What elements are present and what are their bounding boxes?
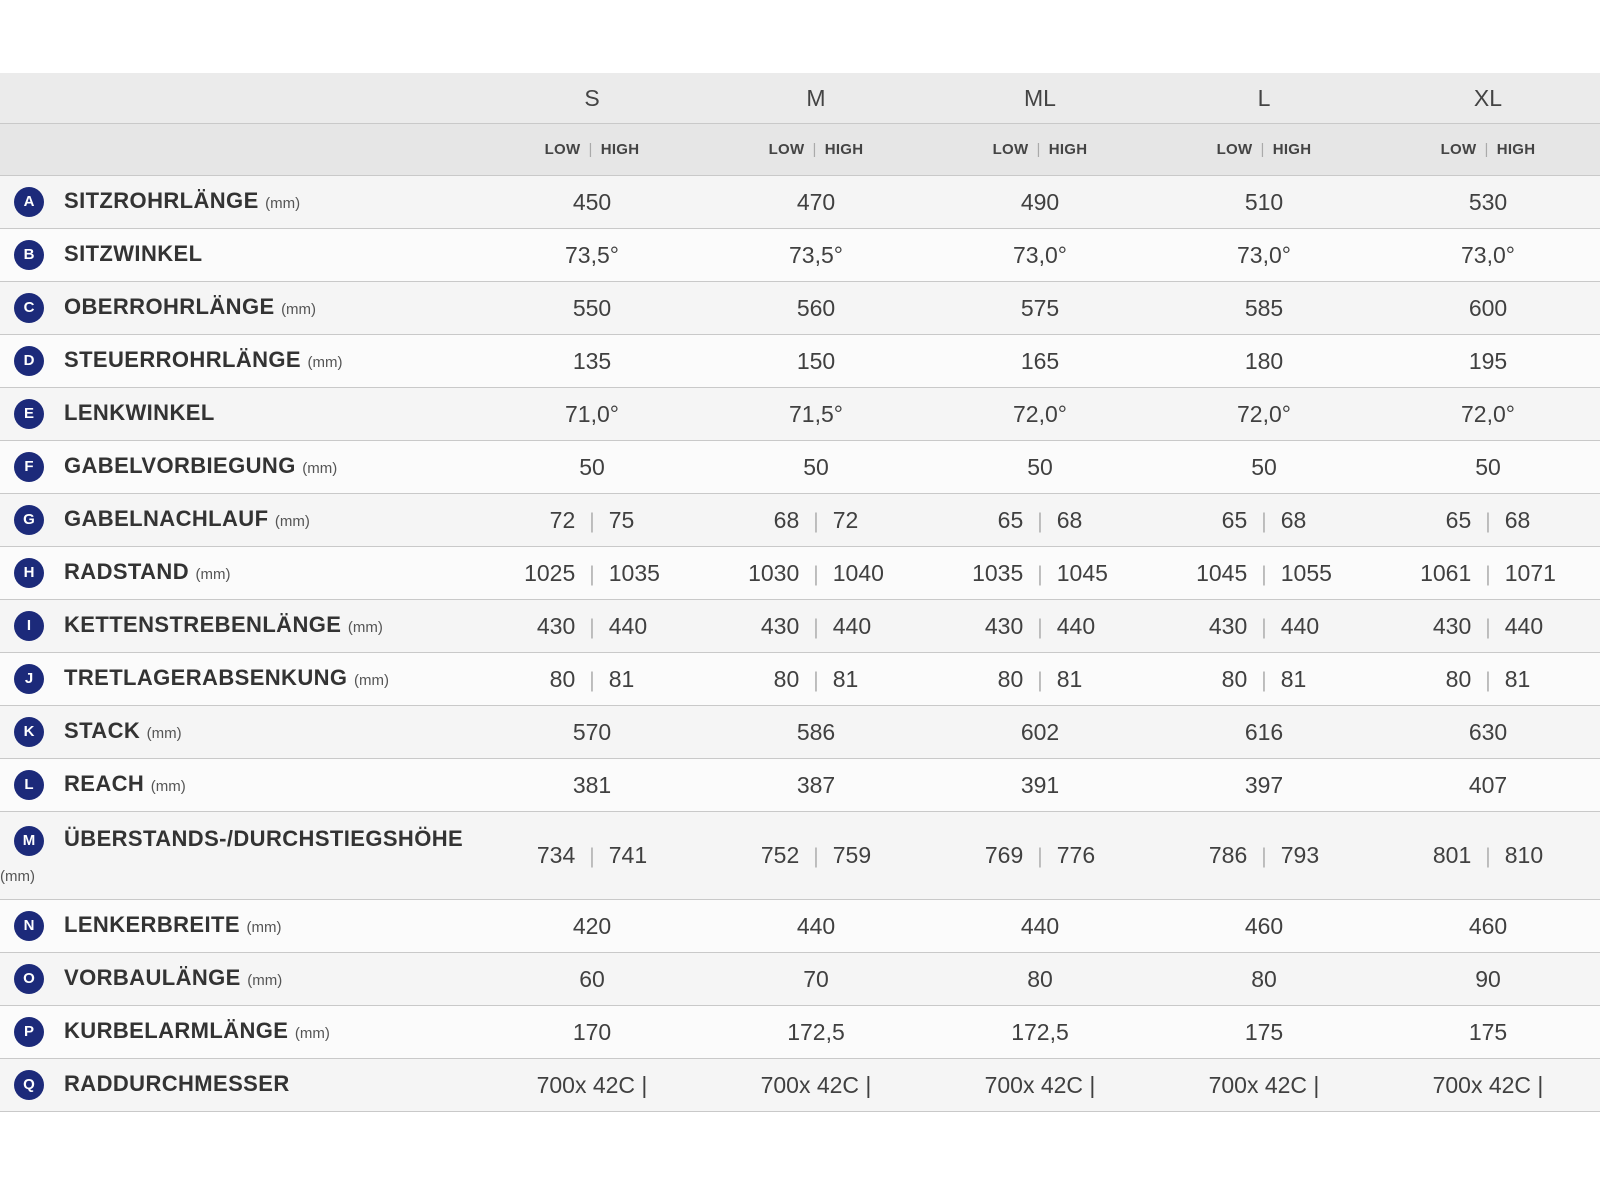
value-cell: 135 — [480, 335, 704, 388]
value-separator: | — [589, 509, 595, 533]
table-row — [0, 1006, 1600, 1059]
low-value: 430 — [536, 612, 576, 639]
value-cell: 570 — [480, 706, 704, 759]
row-label-cell — [0, 1006, 480, 1059]
geometry-body — [0, 176, 1600, 1112]
value-cell — [1376, 547, 1600, 600]
letter-badge: M — [14, 826, 44, 856]
table-row — [0, 176, 1600, 229]
value-separator: | — [813, 562, 819, 586]
low-label: LOW — [544, 141, 581, 158]
value-cell: 175 — [1152, 1006, 1376, 1059]
value-cell: 72,0° — [928, 388, 1152, 441]
table-row — [0, 900, 1600, 953]
value-cell: 616 — [1152, 706, 1376, 759]
letter-badge: E — [14, 399, 44, 429]
value-separator: | — [1261, 615, 1267, 639]
table-row — [0, 494, 1600, 547]
value-cell: 420 — [480, 900, 704, 953]
high-label: HIGH — [1272, 141, 1312, 158]
value-cell — [1152, 600, 1376, 653]
value-cell: 510 — [1152, 176, 1376, 229]
value-cell: 700x 42C | — [704, 1059, 928, 1112]
high-value: 81 — [832, 665, 859, 692]
low-value: 1061 — [1420, 559, 1472, 586]
low-high-header-row — [0, 124, 1600, 176]
value-cell — [1376, 812, 1600, 900]
measurement-name — [64, 771, 186, 797]
value-separator: | — [589, 845, 595, 868]
unit-label: (mm) — [294, 1025, 330, 1042]
table-row — [0, 600, 1600, 653]
unit-label: (mm) — [150, 778, 186, 795]
high-value: 793 — [1280, 842, 1320, 868]
value-cell — [480, 653, 704, 706]
value-cell: 170 — [480, 1006, 704, 1059]
measurement-name — [64, 665, 389, 691]
high-value: 759 — [832, 842, 872, 868]
value-cell: 450 — [480, 176, 704, 229]
value-cell: 381 — [480, 759, 704, 812]
low-value: 1030 — [748, 559, 800, 586]
measurement-name — [64, 965, 282, 991]
measurement-name-text: KURBELARMLÄNGE — [64, 1018, 289, 1043]
measurement-name — [64, 1071, 290, 1097]
high-value: 72 — [832, 506, 859, 533]
value-cell: 72,0° — [1152, 388, 1376, 441]
letter-badge: Q — [14, 1070, 44, 1100]
row-label-cell — [0, 1059, 480, 1112]
value-cell: 407 — [1376, 759, 1600, 812]
value-cell: 71,0° — [480, 388, 704, 441]
high-label: HIGH — [824, 141, 864, 158]
value-cell: 60 — [480, 953, 704, 1006]
measurement-name-text: VORBAULÄNGE — [64, 965, 241, 990]
value-separator: | — [1037, 668, 1043, 692]
low-value: 80 — [1221, 665, 1248, 692]
row-label-cell — [0, 282, 480, 335]
low-value: 430 — [984, 612, 1024, 639]
measurement-name-text: OBERROHRLÄNGE — [64, 294, 275, 319]
value-separator: | — [589, 668, 595, 692]
measurement-name-text: RADDURCHMESSER — [64, 1071, 290, 1096]
size-header-m: M — [704, 73, 928, 124]
letter-badge: C — [14, 293, 44, 323]
unit-label: (mm) — [307, 354, 343, 371]
measurement-name-text: REACH — [64, 771, 145, 796]
measurement-name — [64, 506, 310, 532]
value-separator: | — [589, 562, 595, 586]
value-separator: | — [813, 615, 819, 639]
value-separator: | — [1485, 845, 1491, 868]
letter-badge: J — [14, 664, 44, 694]
low-high-separator: | — [1260, 141, 1265, 158]
high-value: 81 — [1280, 665, 1307, 692]
high-value: 440 — [832, 612, 872, 639]
letter-badge: A — [14, 187, 44, 217]
value-cell: 172,5 — [928, 1006, 1152, 1059]
value-cell — [480, 812, 704, 900]
value-cell: 165 — [928, 335, 1152, 388]
value-cell: 50 — [1376, 441, 1600, 494]
row-label-cell — [0, 229, 480, 282]
value-cell — [480, 494, 704, 547]
measurement-name-text: KETTENSTREBENLÄNGE — [64, 612, 342, 637]
low-value: 80 — [773, 665, 800, 692]
low-value: 801 — [1432, 842, 1472, 868]
unit-label: (mm) — [0, 868, 35, 885]
unit-label: (mm) — [302, 460, 338, 477]
value-cell: 50 — [928, 441, 1152, 494]
value-cell: 195 — [1376, 335, 1600, 388]
letter-badge: F — [14, 452, 44, 482]
unit-label: (mm) — [246, 919, 282, 936]
unit-label: (mm) — [146, 725, 182, 742]
low-label: LOW — [992, 141, 1029, 158]
value-separator: | — [813, 668, 819, 692]
table-row — [0, 759, 1600, 812]
table-row — [0, 229, 1600, 282]
value-cell: 73,5° — [480, 229, 704, 282]
high-value: 68 — [1056, 506, 1083, 533]
table-row — [0, 282, 1600, 335]
measurement-name-text: GABELVORBIEGUNG — [64, 453, 296, 478]
value-cell — [928, 494, 1152, 547]
value-cell: 460 — [1152, 900, 1376, 953]
value-cell: 80 — [1152, 953, 1376, 1006]
value-cell — [1152, 653, 1376, 706]
size-header-xl: XL — [1376, 73, 1600, 124]
low-value: 430 — [1432, 612, 1472, 639]
high-label: HIGH — [1048, 141, 1088, 158]
low-value: 80 — [549, 665, 576, 692]
value-cell: 50 — [704, 441, 928, 494]
value-cell: 575 — [928, 282, 1152, 335]
low-high-header-cell — [1376, 124, 1600, 176]
row-label-cell — [0, 759, 480, 812]
letter-badge: B — [14, 240, 44, 270]
value-cell — [1152, 494, 1376, 547]
value-cell: 560 — [704, 282, 928, 335]
low-value: 430 — [760, 612, 800, 639]
value-cell — [1152, 547, 1376, 600]
size-header-ml: ML — [928, 73, 1152, 124]
value-cell: 440 — [704, 900, 928, 953]
letter-badge: G — [14, 505, 44, 535]
low-value: 72 — [549, 506, 576, 533]
high-value: 440 — [608, 612, 648, 639]
high-value: 440 — [1280, 612, 1320, 639]
high-value: 75 — [608, 506, 635, 533]
low-value: 80 — [1445, 665, 1472, 692]
high-value: 741 — [608, 842, 648, 868]
unit-label: (mm) — [247, 972, 283, 989]
low-value: 769 — [984, 842, 1024, 868]
row-label-cell — [0, 900, 480, 953]
low-value: 65 — [997, 506, 1024, 533]
value-cell — [928, 812, 1152, 900]
value-cell — [1376, 494, 1600, 547]
value-cell: 391 — [928, 759, 1152, 812]
value-cell: 700x 42C | — [1376, 1059, 1600, 1112]
size-header-row — [0, 73, 1600, 124]
high-value: 1071 — [1504, 559, 1556, 586]
measurement-name — [64, 294, 316, 320]
size-header-l: L — [1152, 73, 1376, 124]
value-cell: 600 — [1376, 282, 1600, 335]
value-cell: 700x 42C | — [480, 1059, 704, 1112]
high-value: 776 — [1056, 842, 1096, 868]
value-cell — [1376, 600, 1600, 653]
value-cell: 550 — [480, 282, 704, 335]
row-label-cell — [0, 953, 480, 1006]
low-high-header-cell — [928, 124, 1152, 176]
measurement-name-text: ÜBERSTANDS-/DURCHSTIEGSHÖHE — [64, 826, 464, 851]
value-cell: 397 — [1152, 759, 1376, 812]
value-cell: 490 — [928, 176, 1152, 229]
measurement-name — [64, 912, 281, 938]
value-separator: | — [1485, 509, 1491, 533]
value-cell — [704, 812, 928, 900]
value-cell: 530 — [1376, 176, 1600, 229]
low-value: 786 — [1208, 842, 1248, 868]
value-cell: 470 — [704, 176, 928, 229]
value-separator: | — [1261, 668, 1267, 692]
table-row — [0, 335, 1600, 388]
unit-label: (mm) — [281, 301, 317, 318]
value-cell: 586 — [704, 706, 928, 759]
high-label: HIGH — [1496, 141, 1536, 158]
low-value: 430 — [1208, 612, 1248, 639]
high-value: 1035 — [608, 559, 660, 586]
letter-badge: N — [14, 911, 44, 941]
letter-badge: O — [14, 964, 44, 994]
row-label-cell — [0, 706, 480, 759]
high-value: 440 — [1504, 612, 1544, 639]
value-separator: | — [1261, 509, 1267, 533]
low-high-separator: | — [812, 141, 817, 158]
value-separator: | — [813, 845, 819, 868]
header-corner-2 — [0, 124, 480, 176]
value-cell — [480, 547, 704, 600]
value-cell: 630 — [1376, 706, 1600, 759]
value-cell — [928, 600, 1152, 653]
high-label: HIGH — [600, 141, 640, 158]
value-cell: 73,0° — [1152, 229, 1376, 282]
letter-badge: I — [14, 611, 44, 641]
row-label-cell — [0, 812, 480, 900]
high-value: 1055 — [1280, 559, 1332, 586]
measurement-name-text: SITZROHRLÄNGE — [64, 188, 259, 213]
measurement-name-text: RADSTAND — [64, 559, 190, 584]
high-value: 81 — [1504, 665, 1531, 692]
unit-label: (mm) — [195, 566, 231, 583]
measurement-name — [64, 347, 343, 373]
high-value: 81 — [1056, 665, 1083, 692]
high-value: 810 — [1504, 842, 1544, 868]
value-cell: 387 — [704, 759, 928, 812]
value-separator: | — [1037, 562, 1043, 586]
value-cell: 71,5° — [704, 388, 928, 441]
value-cell: 73,0° — [1376, 229, 1600, 282]
measurement-name-text: STEUERROHRLÄNGE — [64, 347, 302, 372]
row-label-cell — [0, 441, 480, 494]
low-high-separator: | — [1484, 141, 1489, 158]
high-value: 68 — [1280, 506, 1307, 533]
measurement-name — [64, 1018, 330, 1044]
value-cell: 180 — [1152, 335, 1376, 388]
value-cell: 700x 42C | — [1152, 1059, 1376, 1112]
geometry-table — [0, 73, 1600, 1112]
value-cell — [704, 547, 928, 600]
measurement-name — [64, 559, 231, 585]
value-cell — [704, 600, 928, 653]
low-high-separator: | — [1036, 141, 1041, 158]
unit-label: (mm) — [265, 195, 301, 212]
value-cell: 50 — [480, 441, 704, 494]
measurement-name — [64, 241, 202, 267]
measurement-name-text: TRETLAGERABSENKUNG — [64, 665, 348, 690]
low-value: 65 — [1221, 506, 1248, 533]
letter-badge: K — [14, 717, 44, 747]
value-cell: 80 — [928, 953, 1152, 1006]
measurement-name — [64, 453, 337, 479]
low-label: LOW — [768, 141, 805, 158]
value-cell: 73,0° — [928, 229, 1152, 282]
value-separator: | — [813, 509, 819, 533]
value-cell: 73,5° — [704, 229, 928, 282]
measurement-name — [64, 718, 182, 744]
value-cell — [704, 494, 928, 547]
low-value: 80 — [997, 665, 1024, 692]
value-separator: | — [1037, 615, 1043, 639]
value-cell: 175 — [1376, 1006, 1600, 1059]
row-label-cell — [0, 600, 480, 653]
row-label-cell — [0, 494, 480, 547]
row-label-cell — [0, 176, 480, 229]
low-label: LOW — [1440, 141, 1477, 158]
value-separator: | — [1037, 509, 1043, 533]
unit-label: (mm) — [353, 672, 389, 689]
value-separator: | — [1485, 668, 1491, 692]
value-cell: 602 — [928, 706, 1152, 759]
low-label: LOW — [1216, 141, 1253, 158]
table-row — [0, 547, 1600, 600]
measurement-name — [64, 188, 300, 214]
letter-badge: P — [14, 1017, 44, 1047]
measurement-name — [64, 400, 215, 426]
value-cell: 150 — [704, 335, 928, 388]
high-value: 440 — [1056, 612, 1096, 639]
table-row — [0, 1059, 1600, 1112]
value-cell: 70 — [704, 953, 928, 1006]
value-cell: 440 — [928, 900, 1152, 953]
value-separator: | — [1037, 845, 1043, 868]
row-label-cell — [0, 388, 480, 441]
size-header-s: S — [480, 73, 704, 124]
value-cell — [1376, 653, 1600, 706]
measurement-name-text: GABELNACHLAUF — [64, 506, 269, 531]
value-separator: | — [1485, 615, 1491, 639]
table-row — [0, 812, 1600, 900]
measurement-name-text: LENKERBREITE — [64, 912, 240, 937]
low-value: 752 — [760, 842, 800, 868]
letter-badge: H — [14, 558, 44, 588]
low-high-header-cell — [704, 124, 928, 176]
value-cell: 50 — [1152, 441, 1376, 494]
value-cell — [480, 600, 704, 653]
value-cell: 460 — [1376, 900, 1600, 953]
value-cell — [928, 653, 1152, 706]
value-separator: | — [589, 615, 595, 639]
row-label-cell — [0, 653, 480, 706]
table-row — [0, 388, 1600, 441]
low-value: 1035 — [972, 559, 1024, 586]
low-value: 1025 — [524, 559, 576, 586]
value-cell — [1152, 812, 1376, 900]
value-cell — [928, 547, 1152, 600]
value-cell: 700x 42C | — [928, 1059, 1152, 1112]
table-row — [0, 706, 1600, 759]
table-row — [0, 441, 1600, 494]
value-cell: 172,5 — [704, 1006, 928, 1059]
measurement-name-text: LENKWINKEL — [64, 400, 215, 425]
measurement-name-text: STACK — [64, 718, 141, 743]
value-separator: | — [1485, 562, 1491, 586]
value-cell: 90 — [1376, 953, 1600, 1006]
low-value: 68 — [773, 506, 800, 533]
measurement-name-text: SITZWINKEL — [64, 241, 203, 266]
measurement-name — [64, 826, 463, 852]
measurement-name — [64, 612, 383, 638]
high-value: 1040 — [832, 559, 884, 586]
row-label-cell — [0, 547, 480, 600]
value-separator: | — [1261, 562, 1267, 586]
low-value: 734 — [536, 842, 576, 868]
unit-label: (mm) — [274, 513, 310, 530]
value-cell: 72,0° — [1376, 388, 1600, 441]
unit-label: (mm) — [347, 619, 383, 636]
value-cell: 585 — [1152, 282, 1376, 335]
low-value: 65 — [1445, 506, 1472, 533]
table-row — [0, 653, 1600, 706]
header-corner — [0, 73, 480, 124]
low-high-header-cell — [480, 124, 704, 176]
low-value: 1045 — [1196, 559, 1248, 586]
high-value: 81 — [608, 665, 635, 692]
letter-badge: D — [14, 346, 44, 376]
high-value: 1045 — [1056, 559, 1108, 586]
high-value: 68 — [1504, 506, 1531, 533]
value-separator: | — [1261, 845, 1267, 868]
table-row — [0, 953, 1600, 1006]
letter-badge: L — [14, 770, 44, 800]
low-high-separator: | — [588, 141, 593, 158]
low-high-header-cell — [1152, 124, 1376, 176]
row-label-cell — [0, 335, 480, 388]
value-cell — [704, 653, 928, 706]
